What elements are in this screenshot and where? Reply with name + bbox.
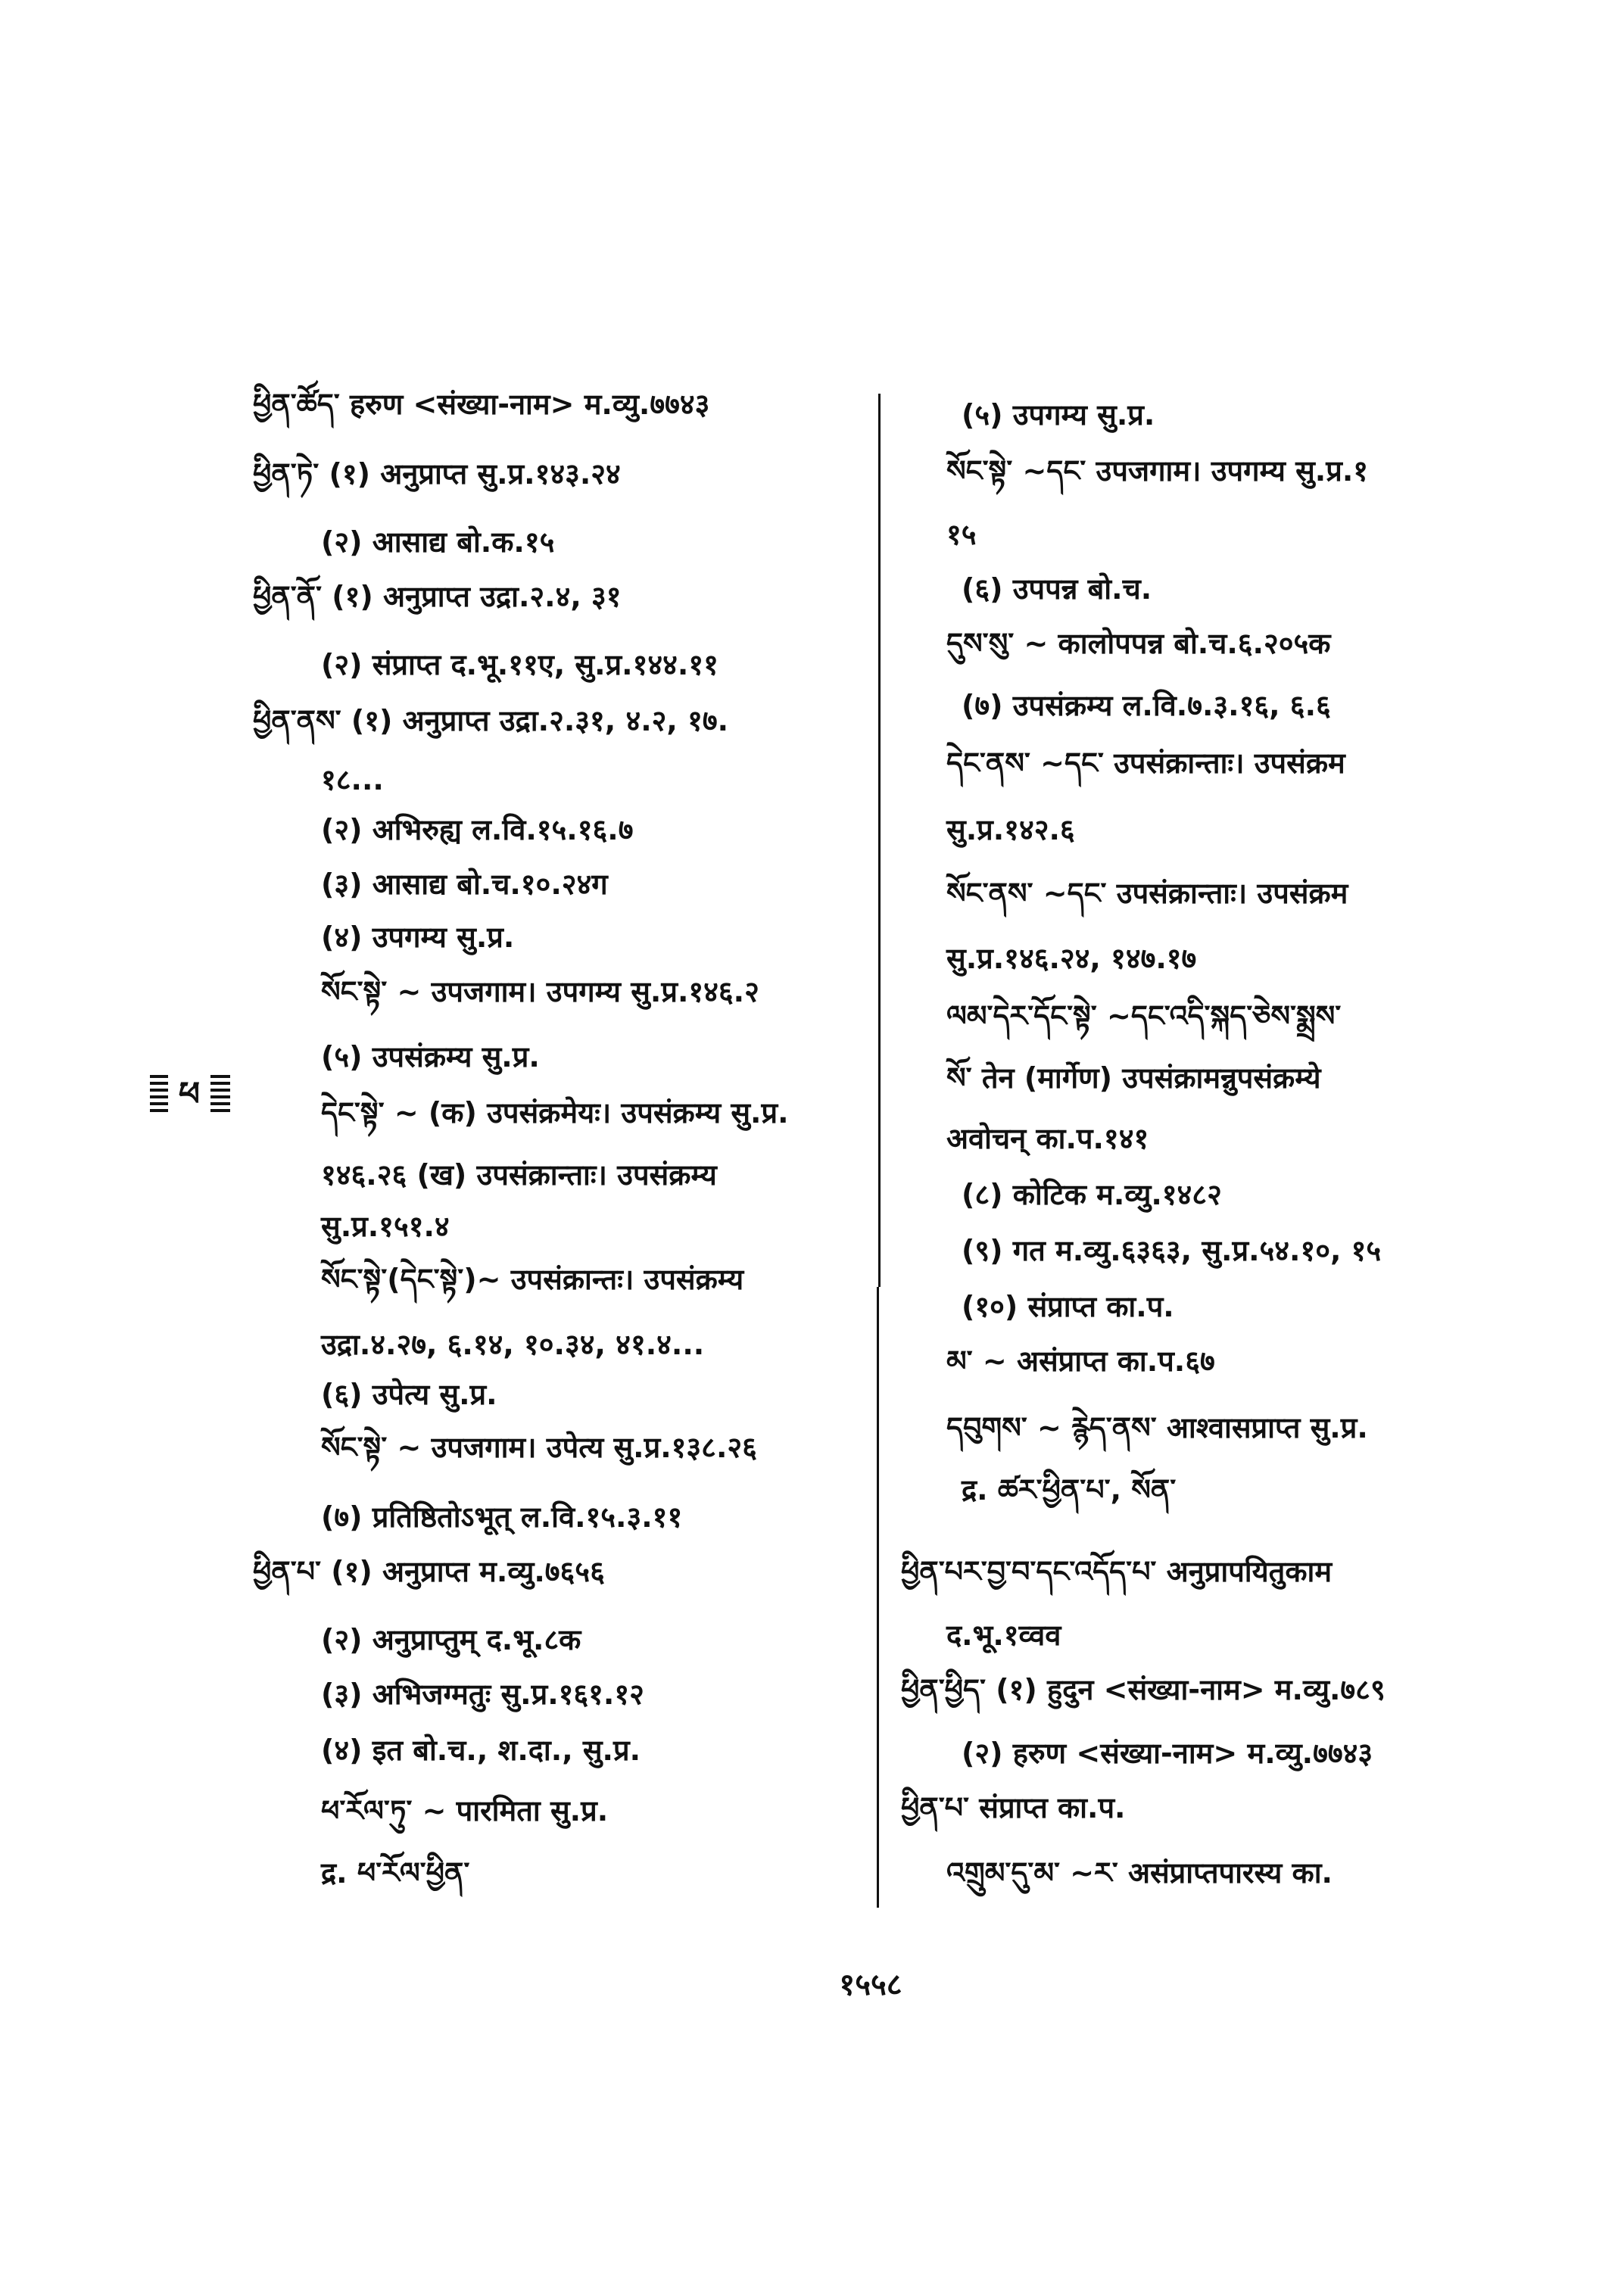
entry-line: (२) आसाद्य बो.क.१५ — [321, 525, 555, 559]
tab-marker-letter: ཕ — [168, 1075, 210, 1114]
entry-line: ཕྱིན་པ་ संप्राप्त का.प. — [901, 1791, 1126, 1824]
entry-line: ཕྱིན་པར་བྱ་བ་དང་འདོད་པ་ अनुप्रापयितुकाम — [901, 1555, 1333, 1588]
entry-line: ཕ་རོལ་ཏུ་ ~ पारमिता सु.प्र. — [321, 1794, 609, 1827]
entry-line: ལམ་དེར་དོང་སྟེ་ ~དང་འདི་སྐད་ཅེས་སྨྲས་ — [946, 999, 1342, 1033]
entry-line: (६) उपपन्न बो.च. — [962, 572, 1152, 606]
entry-line: སོང་སྟེ་ ~ उपजगाम। उपेत्य सु.प्र.१३८.२६ — [321, 1431, 757, 1464]
entry-line: (१०) संप्राप्त का.प. — [962, 1290, 1174, 1323]
entry-line: ཕྱིན་པ་ (१) अनुप्राप्त म.व्यु.७६५६ — [253, 1555, 605, 1588]
entry-line: (४) इत बो.च., श.दा., सु.प्र. — [321, 1734, 641, 1767]
entry-line: སོ་ तेन (मार्गेण) उपसंक्रामन्नुपसंक्रम्ये — [946, 1061, 1321, 1095]
entry-line: १८... — [321, 763, 384, 796]
entry-line: उद्रा.४.२७, ६.१४, १०.३४, ४१.४... — [321, 1328, 705, 1361]
entry-line: དེང་སྟེ་ ~ (क) उपसंक्रमेयः। उपसंक्रम्य सु.प्र. — [321, 1096, 789, 1129]
entry-line: སོང་སྟེ་ ~ उपजगाम। उपगम्य सु.प्र.१४६.२ — [321, 975, 759, 1008]
entry-line: དེང་ནས་ ~དང་ उपसंक्रान्ताः। उपसंक्रम — [946, 746, 1345, 780]
entry-line: (८) कोटिक म.व्यु.१४८२ — [962, 1178, 1222, 1211]
entry-line: (२) अभिरुह्य ल.वि.१५.१६.७ — [321, 813, 634, 846]
entry-line: (३) अभिजग्मतुः सु.प्र.१६१.१२ — [321, 1678, 644, 1711]
entry-line: अवोचन् का.प.१४१ — [946, 1122, 1149, 1155]
entry-line: ཕྱིན་ཏེ་ (१) अनुप्राप्त सु.प्र.१४३.२४ — [253, 457, 621, 491]
entry-line: དུས་སུ་ ~ कालोपपन्न बो.च.६.२०५क — [946, 627, 1331, 660]
entry-line: (३) आसाद्य बो.च.१०.२४ग — [321, 868, 608, 901]
entry-line: सु.प्र.१५१.४ — [321, 1210, 450, 1243]
entry-line: द्र. ཚར་ཕྱིན་པ་, སོན་ — [962, 1473, 1177, 1506]
entry-line: སོང་ནས་ ~དང་ उपसंक्रान्ताः। उपसंक्रम — [946, 877, 1348, 910]
page-number: १५५८ — [839, 1967, 902, 2002]
entry-line: སོང་སྟེ་ ~དང་ उपजगाम। उपगम्य सु.प्र.१ — [946, 454, 1369, 488]
entry-line: དབུགས་ ~ རྙེད་ནས་ आश्वासप्राप्त सु.प्र. — [946, 1411, 1368, 1444]
entry-line: (४) उपगम्य सु.प्र. — [321, 921, 515, 954]
entry-line: (६) उपेत्य सु.प्र. — [321, 1378, 497, 1411]
column-divider — [877, 1287, 879, 1908]
entry-line: (२) अनुप्राप्तुम् द.भू.८क — [321, 1623, 581, 1656]
entry-line: ཕྱིན་ཕྱིད་ (१) हुदुन <संख्या-नाम> म.व्यु.७८९ — [901, 1673, 1386, 1706]
column-divider — [878, 394, 881, 1287]
entry-line: सु.प्र.१४६.२४, १४७.१७ — [946, 942, 1197, 975]
entry-line: (७) उपसंक्रम्य ल.वि.७.३.१६, ६.६ — [962, 689, 1331, 722]
entry-line: (५) उपगम्य सु.प्र. — [962, 398, 1155, 431]
entry-line: सु.प्र.१४२.६ — [946, 813, 1075, 846]
section-tab-marker — [150, 1075, 230, 1114]
entry-line: (२) संप्राप्त द.भू.११ए, सु.प्र.१४४.११ — [321, 648, 718, 681]
entry-line: ཕྱིན་ནས་ (१) अनुप्राप्त उद्रा.२.३१, ४.२, १७. — [253, 704, 729, 737]
entry-line: འགྲུམ་དུ་མ་ ~ར་ असंप्राप्तपारस्य का. — [946, 1856, 1333, 1890]
entry-line: १४६.२६ (ख) उपसंक्रान्ताः। उपसंक्रम्य — [321, 1158, 717, 1192]
entry-line: ཕྱིན་ཚོད་ हरुण <संख्या-नाम> म.व्यु.७७४३ — [253, 388, 710, 421]
entry-line: སོང་སྟེ་(དེང་སྟེ་)~ उपसंक्रान्तः। उपसंक्रम्य — [321, 1263, 744, 1296]
entry-line: १५ — [946, 518, 977, 551]
entry-line: ཕྱིན་ནོ་ (१) अनुप्राप्त उद्रा.२.४, ३१ — [253, 580, 622, 613]
entry-line: (९) गत म.व्यु.६३६३, सु.प्र.५४.१०, १५ — [962, 1234, 1382, 1267]
entry-line: མ་ ~ असंप्राप्त का.प.६७ — [946, 1344, 1215, 1378]
entry-line: द्र. ཕ་རོལ་ཕྱིན་ — [321, 1856, 470, 1890]
entry-line: (७) प्रतिष्ठितोऽभूत् ल.वि.१५.३.११ — [321, 1500, 683, 1534]
entry-line: (२) हरुण <संख्या-नाम> म.व्यु.७७४३ — [962, 1737, 1373, 1770]
entry-line: (५) उपसंक्रम्य सु.प्र. — [321, 1040, 540, 1073]
entry-line: द.भू.१व्वव — [946, 1618, 1061, 1652]
